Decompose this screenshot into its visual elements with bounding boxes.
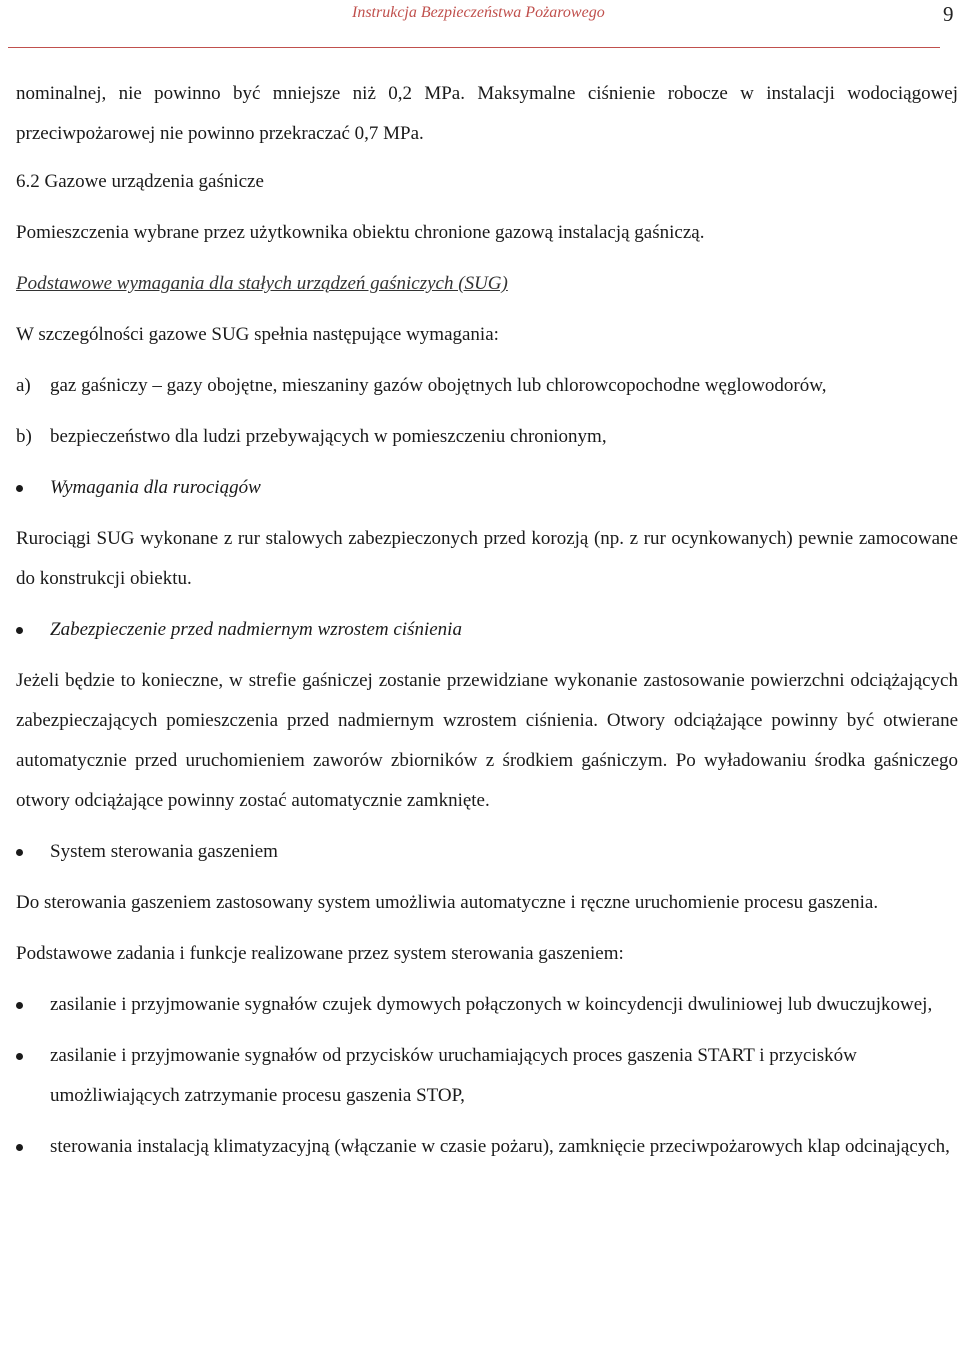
header-rule (8, 47, 940, 48)
page-number: 9 (943, 2, 954, 26)
list-marker: a) (16, 375, 31, 396)
list-item-a (16, 366, 958, 406)
header-title: Instrukcja Bezpieczeństwa Pożarowego (352, 4, 605, 21)
bullet-icon (16, 1144, 23, 1151)
list-item-b (16, 417, 958, 457)
bullet-pipelines (16, 468, 958, 508)
bullet-task-1 (16, 985, 958, 1025)
paragraph-control-system: Do sterowania gaszeniem zastosowany system umożliwia automatyczne i ręczne uruchomienie procesu gaszenia. (16, 892, 879, 913)
bullet-text: zasilanie i przyjmowanie sygnałów od przycisków uruchamiających proces gaszenia START i przycisków umożliwiających zatrzymanie procesu gaszenia STOP, (50, 1045, 857, 1106)
list-item-text: bezpieczeństwo dla ludzi przebywających w pomieszczeniu chronionym, (50, 426, 607, 447)
subheading-requirements: Podstawowe wymagania dla stałych urządzeń gaśniczych (SUG) (16, 273, 508, 294)
bullet-heading: Zabezpieczenie przed nadmiernym wzrostem ciśnienia (50, 619, 462, 640)
section-heading (16, 162, 958, 202)
paragraph-overpressure: Jeżeli będzie to konieczne, w strefie gaśniczej zostanie przewidziane wykonanie zastosowanie powierzchni odciążających zabezpieczających pomieszczenia przed nadmiernym wzrostem ciśnienia. Otwory odciążające powinny być otwierane automatycznie przed uruchomieniem zaworów zbiorników z środkiem gaśniczym. Po wyładowaniu środka gaśniczego otwory odciążające powinny zostać automatycznie zamknięte. (16, 670, 958, 811)
bullet-icon (16, 1002, 23, 1009)
bullet-icon (16, 1053, 23, 1060)
list-marker: b) (16, 426, 32, 447)
document-body (16, 74, 958, 1167)
bullet-task-2 (16, 1036, 958, 1116)
paragraph-pipelines: Rurociągi SUG wykonane z rur stalowych zabezpieczonych przed korozją (np. z rur ocynkowanych) pewnie zamocowane do konstrukcji obiektu. (16, 528, 958, 589)
paragraph-tasks-intro: Podstawowe zadania i funkcje realizowane przez system sterowania gaszeniem: (16, 943, 624, 964)
section-number: 6.2 (16, 171, 40, 192)
paragraph-pressure: nominalnej, nie powinno być mniejsze niż 0,2 MPa. Maksymalne ciśnienie robocze w instalacji wodociągowej przeciwpożarowej nie powinno przekraczać 0,7 MPa. (16, 83, 958, 144)
paragraph-sug-intro: W szczególności gazowe SUG spełnia następujące wymagania: (16, 324, 499, 345)
bullet-heading: System sterowania gaszeniem (50, 841, 278, 862)
paragraph-rooms: Pomieszczenia wybrane przez użytkownika obiektu chronione gazową instalacją gaśniczą. (16, 222, 705, 243)
bullet-heading: Wymagania dla rurociągów (50, 477, 261, 498)
bullet-icon (16, 627, 23, 634)
bullet-icon (16, 849, 23, 856)
bullet-icon (16, 485, 23, 492)
bullet-text: sterowania instalacją klimatyzacyjną (włączanie w czasie pożaru), zamknięcie przeciwpożarowych klap odcinających, (50, 1136, 950, 1157)
list-item-text: gaz gaśniczy – gazy obojętne, mieszaniny gazów obojętnych lub chlorowcopochodne węglowodorów, (50, 375, 827, 396)
bullet-task-3 (16, 1127, 958, 1167)
bullet-control-system (16, 832, 958, 872)
section-title: Gazowe urządzenia gaśnicze (44, 171, 264, 192)
bullet-text: zasilanie i przyjmowanie sygnałów czujek dymowych połączonych w koincydencji dwuliniowej lub dwuczujkowej, (50, 994, 933, 1015)
bullet-overpressure (16, 610, 958, 650)
